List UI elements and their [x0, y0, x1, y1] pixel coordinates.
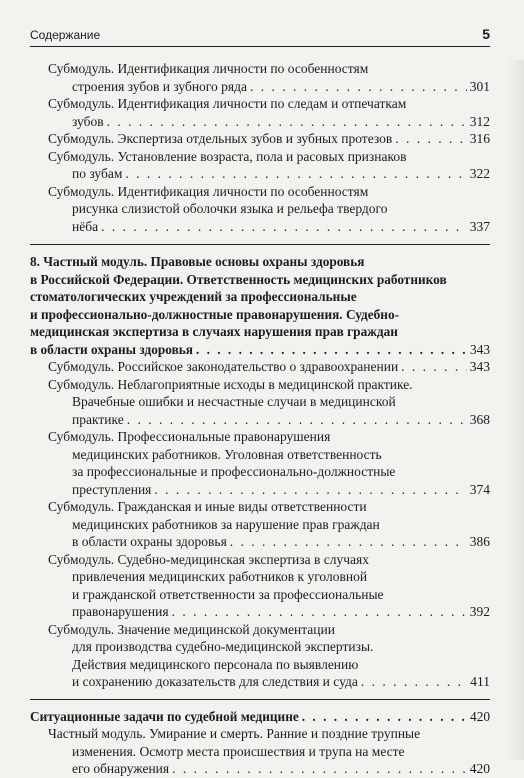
toc-section-8	[30, 253, 490, 358]
toc-leader-line	[30, 533, 490, 551]
toc-entry-page: 337	[469, 218, 490, 234]
toc-leader-line	[30, 411, 490, 429]
section-8-last-line: в области охраны здоровья	[30, 341, 193, 357]
leader-dots	[172, 603, 467, 621]
header-title: Содержание	[30, 28, 101, 42]
table-of-contents	[30, 60, 490, 778]
running-header	[30, 26, 490, 47]
leader-dots	[250, 78, 467, 96]
toc-leader-line	[30, 218, 490, 236]
toc-entry	[30, 551, 490, 621]
situational-title: Ситуационные задачи по судебной медицине	[30, 708, 299, 724]
page-edge-shadow	[506, 60, 524, 760]
toc-group-situational	[30, 725, 490, 778]
leader-dots	[172, 760, 467, 778]
toc-entry-last-line: Субмодуль. Экспертиза отдельных зубов и зубных протезов	[48, 131, 393, 146]
toc-entry-last-line: его обнаружения	[72, 761, 170, 776]
toc-entry-page: 316	[469, 131, 490, 146]
toc-entry	[30, 183, 490, 236]
toc-entry-last-line: зубов	[72, 113, 104, 129]
toc-leader-line	[30, 130, 490, 148]
toc-entry	[30, 725, 490, 778]
toc-entry	[30, 498, 490, 551]
toc-entry-page: 368	[469, 411, 490, 427]
leader-dots	[101, 218, 467, 236]
toc-entry-title: Субмодуль. Судебно-медицинская экспертиза в случаях	[48, 551, 369, 567]
toc-entry-continuation: для производства судебно-медицинской экспертизы.	[72, 639, 374, 654]
toc-entry-continuation: за профессиональные и профессионально-должностные	[72, 464, 396, 479]
toc-entry-page: 343	[469, 359, 490, 374]
toc-entry-last-line: в области охраны здоровья	[72, 534, 227, 549]
toc-entry-last-line: по зубам	[72, 166, 123, 181]
leader-dots	[395, 130, 467, 148]
situational-leader-line	[30, 708, 490, 726]
toc-leader-line	[30, 603, 490, 621]
toc-group-dental-identification	[30, 60, 490, 235]
leader-dots	[127, 411, 467, 429]
toc-entry	[30, 428, 490, 498]
toc-entry-title: Субмодуль. Профессиональные правонарушения	[48, 429, 331, 444]
toc-entry	[30, 376, 490, 429]
leader-dots	[302, 708, 467, 726]
toc-leader-line	[30, 760, 490, 778]
toc-entry	[30, 148, 490, 183]
toc-entry-page: 322	[469, 166, 490, 181]
toc-entry-title: Субмодуль. Установление возраста, пола и расовых признаков	[48, 148, 407, 164]
toc-leader-line	[30, 673, 490, 691]
toc-entry-page: 312	[469, 113, 490, 129]
toc-entry-title: Субмодуль. Идентификация личности по особенностям	[48, 61, 369, 76]
leader-dots	[196, 341, 467, 359]
toc-entry-continuation: Врачебные ошибки и несчастные случаи в медицинской	[72, 394, 396, 409]
toc-entry-continuation: привлечения медицинских работников к уголовной	[72, 569, 368, 584]
toc-entry-last-line: строения зубов и зубного ряда	[72, 78, 247, 94]
section-divider	[30, 244, 490, 245]
toc-entry-page: 301	[469, 78, 490, 94]
section-8-line: в Российской Федерации. Ответственность медицинских работников	[30, 271, 447, 287]
toc-entry-continuation: медицинских работников. Уголовная ответственность	[72, 446, 382, 462]
toc-entry-title: Субмодуль. Идентификация личности по следам и отпечаткам	[48, 96, 407, 111]
section-divider	[30, 699, 490, 700]
toc-entry-continuation: рисунка слизистой оболочки языка и рельефа твердого	[72, 201, 388, 216]
situational-page: 420	[470, 708, 490, 724]
toc-entry	[30, 60, 490, 95]
toc-entry	[30, 621, 490, 691]
section-8-line: 8. Частный модуль. Правовые основы охраны здоровья	[30, 254, 365, 269]
toc-entry-last-line: и сохранению доказательств для следствия и суда	[72, 674, 358, 689]
toc-entry-title: Субмодуль. Гражданская и иные виды ответственности	[48, 499, 367, 514]
toc-entry-continuation: изменения. Осмотр места происшествия и трупа на месте	[72, 743, 405, 759]
toc-entry-title: Субмодуль. Неблагоприятные исходы в медицинской практике.	[48, 376, 413, 392]
toc-entry-last-line: Субмодуль. Российское законодательство о здравоохранении	[48, 359, 399, 374]
leader-dots	[107, 113, 467, 131]
page-number: 5	[482, 26, 490, 42]
section-8-page: 343	[470, 341, 490, 357]
toc-entry-page: 392	[469, 604, 490, 619]
toc-entry-last-line: правонарушения	[72, 604, 169, 619]
leader-dots	[401, 358, 467, 376]
toc-entry-title: Субмодуль. Идентификация личности по особенностям	[48, 183, 369, 199]
toc-entry-title: Субмодуль. Значение медицинской документации	[48, 621, 335, 637]
toc-leader-line	[30, 358, 490, 376]
toc-entry-page: 386	[469, 534, 490, 549]
toc-entry-continuation: Действия медицинского персонала по выявлению	[72, 656, 359, 672]
toc-entry-page: 420	[469, 761, 490, 776]
section-8-line: стоматологических учреждений за профессиональные	[30, 289, 357, 304]
toc-leader-line	[30, 113, 490, 131]
toc-entry-page: 374	[469, 481, 490, 497]
toc-entry-title: Частный модуль. Умирание и смерть. Ранние и поздние трупные	[48, 726, 421, 741]
toc-entry-continuation: и гражданской ответственности за профессиональные	[72, 586, 384, 602]
toc-entry	[30, 358, 490, 376]
toc-entry-last-line: нёба	[72, 218, 99, 234]
section-8-line: и профессионально-должностные правонарушения. Судебно-	[30, 306, 400, 322]
toc-leader-line	[30, 78, 490, 96]
leader-dots	[125, 165, 466, 183]
toc-entry-continuation: медицинских работников за нарушение прав граждан	[72, 516, 380, 532]
toc-entry	[30, 130, 490, 148]
leader-dots	[154, 481, 466, 499]
toc-situational-tasks	[30, 708, 490, 726]
toc-entry	[30, 95, 490, 130]
toc-leader-line	[30, 481, 490, 499]
toc-entry-page: 411	[470, 674, 490, 689]
toc-entry-last-line: практике	[72, 411, 124, 427]
toc-group-legal-basis	[30, 358, 490, 691]
section-8-line: медицинская экспертиза в случаях нарушения прав граждан	[30, 324, 398, 339]
toc-entry-last-line: преступления	[72, 481, 152, 497]
leader-dots	[230, 533, 467, 551]
leader-dots	[361, 673, 467, 691]
section-8-leader-line	[30, 341, 490, 359]
toc-leader-line	[30, 165, 490, 183]
